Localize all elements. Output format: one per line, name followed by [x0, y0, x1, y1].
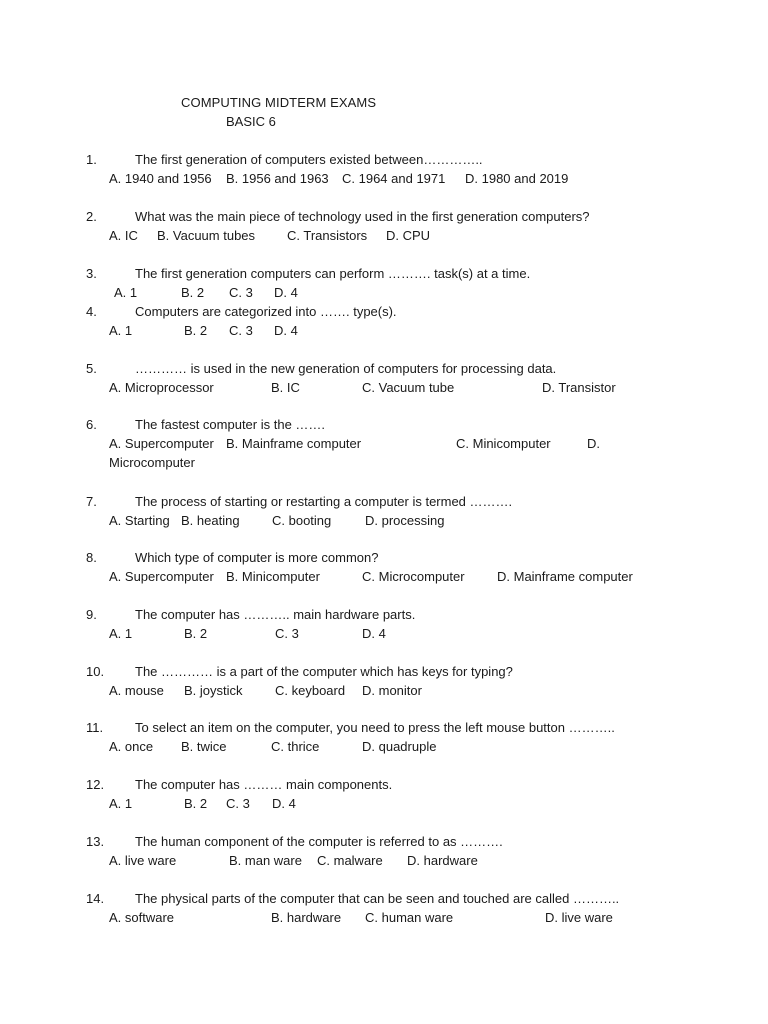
option-d: D. CPU	[386, 228, 431, 243]
option-d: D. 1980 and 2019	[465, 171, 569, 186]
question-number: 2.	[86, 209, 97, 224]
question-number: 8.	[86, 550, 97, 565]
option-b: B. heating	[181, 513, 240, 528]
question-number: 11.	[86, 720, 104, 735]
option-c: C. Vacuum tube	[362, 380, 455, 395]
option-a: A. software	[109, 910, 175, 925]
exam-title: COMPUTING MIDTERM EXAMS	[181, 95, 377, 110]
option-c: C. Minicomputer	[456, 436, 551, 451]
question-number: 5.	[86, 361, 97, 376]
option-d: D. 4	[274, 323, 298, 338]
option-c: C. Transistors	[287, 228, 368, 243]
option-b: B. Minicomputer	[226, 569, 320, 584]
question-text: The human component of the computer is referred to as ……….	[135, 834, 503, 849]
question-number: 4.	[86, 304, 97, 319]
question-text: To select an item on the computer, you need to press the left mouse button ………..	[135, 720, 615, 735]
option-b: B. 2	[181, 285, 205, 300]
option-c: C. 1964 and 1971	[342, 171, 446, 186]
option-c: C. keyboard	[275, 683, 346, 698]
option-b: B. 2	[184, 323, 208, 338]
option-a: A. Supercomputer	[109, 569, 214, 584]
question-text: What was the main piece of technology used in the first generation computers?	[135, 209, 590, 224]
question-number: 9.	[86, 607, 97, 622]
option-b: B. 1956 and 1963	[226, 171, 329, 186]
question-number: 1.	[86, 152, 97, 167]
question-number: 12.	[86, 777, 105, 792]
option-b: B. Mainframe computer	[226, 436, 362, 451]
option-c: C. 3	[226, 796, 250, 811]
question-text: The computer has ……….. main hardware parts.	[135, 607, 416, 622]
option-d: D.	[587, 436, 600, 451]
question-number: 3.	[86, 266, 97, 281]
question-number: 10.	[86, 664, 105, 679]
option-d: D. Mainframe computer	[497, 569, 633, 584]
option-a: A. Supercomputer	[109, 436, 214, 451]
option-a: A. Starting	[109, 513, 170, 528]
question-text: The first generation of computers existed between…………..	[135, 152, 483, 167]
option-c: C. malware	[317, 853, 383, 868]
option-d: D. hardware	[407, 853, 478, 868]
option-b: B. 2	[184, 626, 208, 641]
option-a: A. once	[109, 739, 154, 754]
option-d: D. processing	[365, 513, 445, 528]
question-number: 13.	[86, 834, 105, 849]
question-text: ………… is used in the new generation of computers for processing data.	[135, 361, 557, 376]
question-number: 6.	[86, 417, 97, 432]
option-a: A. IC	[109, 228, 138, 243]
option-d: D. monitor	[362, 683, 422, 698]
question-text: The process of starting or restarting a computer is termed ……….	[135, 494, 513, 509]
option-d-continuation: Microcomputer	[109, 455, 195, 470]
exam-subtitle: BASIC 6	[226, 114, 276, 129]
option-d: D. 4	[274, 285, 298, 300]
question-text: The ………… is a part of the computer which has keys for typing?	[135, 664, 513, 679]
option-a: A. 1	[114, 285, 138, 300]
option-b: B. Vacuum tubes	[157, 228, 256, 243]
option-c: C. thrice	[271, 739, 320, 754]
question-text: The computer has ……… main components.	[135, 777, 393, 792]
option-b: B. 2	[184, 796, 208, 811]
question-text: The fastest computer is the …….	[135, 417, 326, 432]
option-c: C. Microcomputer	[362, 569, 465, 584]
question-text: Computers are categorized into ……. type(s).	[135, 304, 397, 319]
option-d: D. 4	[272, 796, 296, 811]
question-number: 14.	[86, 891, 105, 906]
option-a: A. Microprocessor	[109, 380, 214, 395]
option-a: A. 1	[109, 796, 133, 811]
option-c: C. human ware	[365, 910, 454, 925]
option-b: B. twice	[181, 739, 227, 754]
option-b: B. hardware	[271, 910, 342, 925]
option-a: A. 1	[109, 626, 133, 641]
option-b: B. man ware	[229, 853, 302, 868]
option-b: B. IC	[271, 380, 300, 395]
option-d: D. 4	[362, 626, 386, 641]
option-c: C. 3	[229, 323, 253, 338]
option-c: C. 3	[275, 626, 299, 641]
option-a: A. live ware	[109, 853, 177, 868]
option-d: D. quadruple	[362, 739, 437, 754]
option-d: D. Transistor	[542, 380, 616, 395]
option-a: A. 1	[109, 323, 133, 338]
option-c: C. booting	[272, 513, 332, 528]
question-number: 7.	[86, 494, 97, 509]
option-a: A. mouse	[109, 683, 164, 698]
question-text: The first generation computers can perform ………. task(s) at a time.	[135, 266, 531, 281]
question-text: The physical parts of the computer that can be seen and touched are called ………..	[135, 891, 620, 906]
option-a: A. 1940 and 1956	[109, 171, 212, 186]
question-text: Which type of computer is more common?	[135, 550, 379, 565]
option-c: C. 3	[229, 285, 253, 300]
option-d: D. live ware	[545, 910, 613, 925]
option-b: B. joystick	[184, 683, 243, 698]
